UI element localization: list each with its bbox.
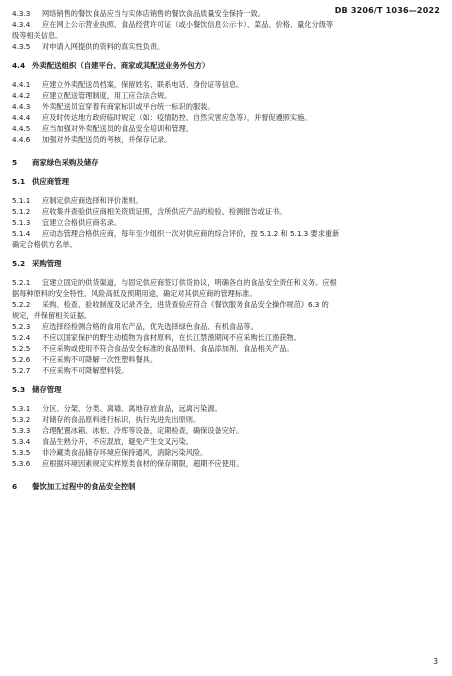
section-heading xyxy=(12,384,440,395)
section-number: 5 xyxy=(12,158,18,167)
clause xyxy=(12,217,440,228)
clause-number: 5.1.2 xyxy=(12,207,31,216)
clause-text: 应及时传达地方政府临时规定（如：疫情防控、自然灾害应急等），并督促遵照实施。 xyxy=(42,113,312,122)
clause-number: 4.4.6 xyxy=(12,135,31,144)
clause-text: 不应以国家保护的野生动植物为食材原料，在长江禁渔期间不应采购长江渔获物。 xyxy=(42,333,301,342)
document-body xyxy=(12,8,440,492)
spacer xyxy=(12,376,440,384)
clause-text: 应选择经检测合格的食用农产品，优先选择绿色食品、有机食品等。 xyxy=(42,322,258,331)
clause-number: 5.2.2 xyxy=(12,300,31,309)
section-heading xyxy=(12,157,440,168)
section-title: 餐饮加工过程中的食品安全控制 xyxy=(32,482,136,491)
clause xyxy=(12,134,440,145)
spacer xyxy=(12,395,440,403)
clause-text: 不应采购不可降解塑料袋。 xyxy=(42,366,129,375)
section-number: 4.4 xyxy=(12,61,26,70)
clause-continuation: 据每种原料的安全特性、风险高低及预期用途，确定对其供应商的管理标准。 xyxy=(12,289,257,298)
standard-code: DB 3206/T 1036—2022 xyxy=(334,6,440,15)
clause-text: 合理配置冰箱、冰柜、冷库等设备，定期检查，确保设备完好。 xyxy=(42,426,244,435)
section-number: 5.1 xyxy=(12,177,26,186)
section-heading xyxy=(12,481,440,492)
spacer xyxy=(12,269,440,277)
clause xyxy=(12,19,440,30)
spacer xyxy=(12,71,440,79)
clause-number: 5.1.1 xyxy=(12,196,31,205)
spacer xyxy=(12,145,440,157)
clause-number: 5.1.4 xyxy=(12,229,31,238)
clause-text: 不应采购或使用不符合食品安全标准的食品原料、食品添加剂、食品相关产品。 xyxy=(42,344,294,353)
page-number: 3 xyxy=(433,657,438,666)
clause xyxy=(12,123,440,134)
clause-number: 5.3.1 xyxy=(12,404,31,413)
clause-text: 分区、分架、分类、离墙、离地存放食品，远离污染源。 xyxy=(42,404,222,413)
spacer xyxy=(12,250,440,258)
clause xyxy=(12,206,440,217)
clause-text: 对储存的食品原料进行标识，执行先进先出原则。 xyxy=(42,415,201,424)
section-title: 商家绿色采购及储存 xyxy=(32,158,99,167)
clause-number: 4.3.3 xyxy=(12,9,31,18)
clause-text: 对申请入网提供的资料的真实性负责。 xyxy=(42,42,165,51)
clause-text: 采购、检查、验收制度及记录齐全，进货查验应符合《餐饮服务食品安全操作规范》6.3 的 xyxy=(42,300,329,309)
clause xyxy=(12,112,440,123)
clause-text: 宜建立固定的供货渠道，与固定供应商签订供货协议，明确各自的食品安全责任和义务。应根 xyxy=(42,278,337,287)
clause-text: 应建立配送管理制度，用工应合法合规。 xyxy=(42,91,172,100)
clause-text: 应当加强对外卖配送员的食品安全培训和管理。 xyxy=(42,124,193,133)
spacer xyxy=(12,52,440,60)
clause-text: 应根据环境因素规定实样原类食材的保存期限，超期不应使用。 xyxy=(42,459,244,468)
clause-continuation: 确定合格供方名单。 xyxy=(12,240,77,249)
clause-number: 5.2.4 xyxy=(12,333,31,342)
clause-number: 4.4.3 xyxy=(12,102,31,111)
clause-number: 5.2.3 xyxy=(12,322,31,331)
clause-number: 5.1.3 xyxy=(12,218,31,227)
clause xyxy=(12,403,440,414)
clause xyxy=(12,228,440,239)
clause-number: 4.4.1 xyxy=(12,80,31,89)
clause-text: 食品生熟分开，不应混放，避免产生交叉污染。 xyxy=(42,437,193,446)
clause xyxy=(12,436,440,447)
clause xyxy=(12,458,440,469)
clause xyxy=(12,195,440,206)
clause-number: 5.2.6 xyxy=(12,355,31,364)
clause-text: 加强对外卖配送员的考核，并保存记录。 xyxy=(42,135,172,144)
clause xyxy=(12,414,440,425)
spacer xyxy=(12,187,440,195)
clause xyxy=(12,277,440,288)
clause-number: 5.3.4 xyxy=(12,437,31,446)
clause-text: 网络销售的餐饮食品应当与实体店销售的餐饮食品质量安全保持一致。 xyxy=(42,9,265,18)
clause-text: 非冷藏类食品储存环境应保持通风，消除污染风险。 xyxy=(42,448,208,457)
clause xyxy=(12,79,440,90)
section-number: 5.3 xyxy=(12,385,26,394)
spacer xyxy=(12,469,440,481)
clause-number: 5.3.2 xyxy=(12,415,31,424)
clause-number: 4.3.4 xyxy=(12,20,31,29)
section-title: 外卖配送组织（自建平台、商家或其配送业务外包方） xyxy=(32,61,210,70)
clause-number: 5.2.7 xyxy=(12,366,31,375)
clause-number: 5.3.6 xyxy=(12,459,31,468)
clause xyxy=(12,343,440,354)
clause-text: 不应采购不可降解一次性塑料餐具。 xyxy=(42,355,158,364)
clause-text: 应动态管理合格供应商，每年至少组织一次对供应商的综合评价，按 5.1.2 和 5.1.3 要求重新 xyxy=(42,229,340,238)
clause-number: 5.3.3 xyxy=(12,426,31,435)
clause xyxy=(12,90,440,101)
clause-continuation: 规定，并保留相关证据。 xyxy=(12,311,92,320)
clause xyxy=(12,425,440,436)
clause-number: 5.2.1 xyxy=(12,278,31,287)
clause-text: 应制定供应商选择和评价准则。 xyxy=(42,196,143,205)
clause xyxy=(12,101,440,112)
clause xyxy=(12,321,440,332)
section-number: 6 xyxy=(12,482,18,491)
section-title: 储存管理 xyxy=(32,385,62,394)
clause xyxy=(12,365,440,376)
clause-number: 4.4.2 xyxy=(12,91,31,100)
clause-number: 4.4.5 xyxy=(12,124,31,133)
clause xyxy=(12,447,440,458)
clause-number: 5.3.5 xyxy=(12,448,31,457)
clause-text: 应建立外卖配送员档案，保留姓名、联系电话、身份证等信息。 xyxy=(42,80,244,89)
clause xyxy=(12,299,440,310)
clause xyxy=(12,8,440,19)
clause-text: 宜建立合格供应商名录。 xyxy=(42,218,122,227)
clause-text: 应在网上公示营业执照、食品经营许可证（或小餐饮信息公示卡）、菜品、价格、量化分级等 xyxy=(42,20,334,29)
clause-number: 5.2.5 xyxy=(12,344,31,353)
section-title: 供应商管理 xyxy=(32,177,69,186)
clause xyxy=(12,332,440,343)
clause-text: 外卖配送员宜穿着有商家标识或平台统一标识的服装。 xyxy=(42,102,215,111)
clause-number: 4.3.5 xyxy=(12,42,31,51)
section-heading xyxy=(12,60,440,71)
section-title: 采购管理 xyxy=(32,259,62,268)
clause xyxy=(12,354,440,365)
clause-text: 应收集并查验供应商相关资质证照，含所供应产品的检验、检测报告或证书。 xyxy=(42,207,287,216)
section-number: 5.2 xyxy=(12,259,26,268)
clause xyxy=(12,41,440,52)
section-heading xyxy=(12,176,440,187)
clause-continuation: 级等相关信息。 xyxy=(12,31,63,40)
spacer xyxy=(12,168,440,176)
clause-number: 4.4.4 xyxy=(12,113,31,122)
section-heading xyxy=(12,258,440,269)
